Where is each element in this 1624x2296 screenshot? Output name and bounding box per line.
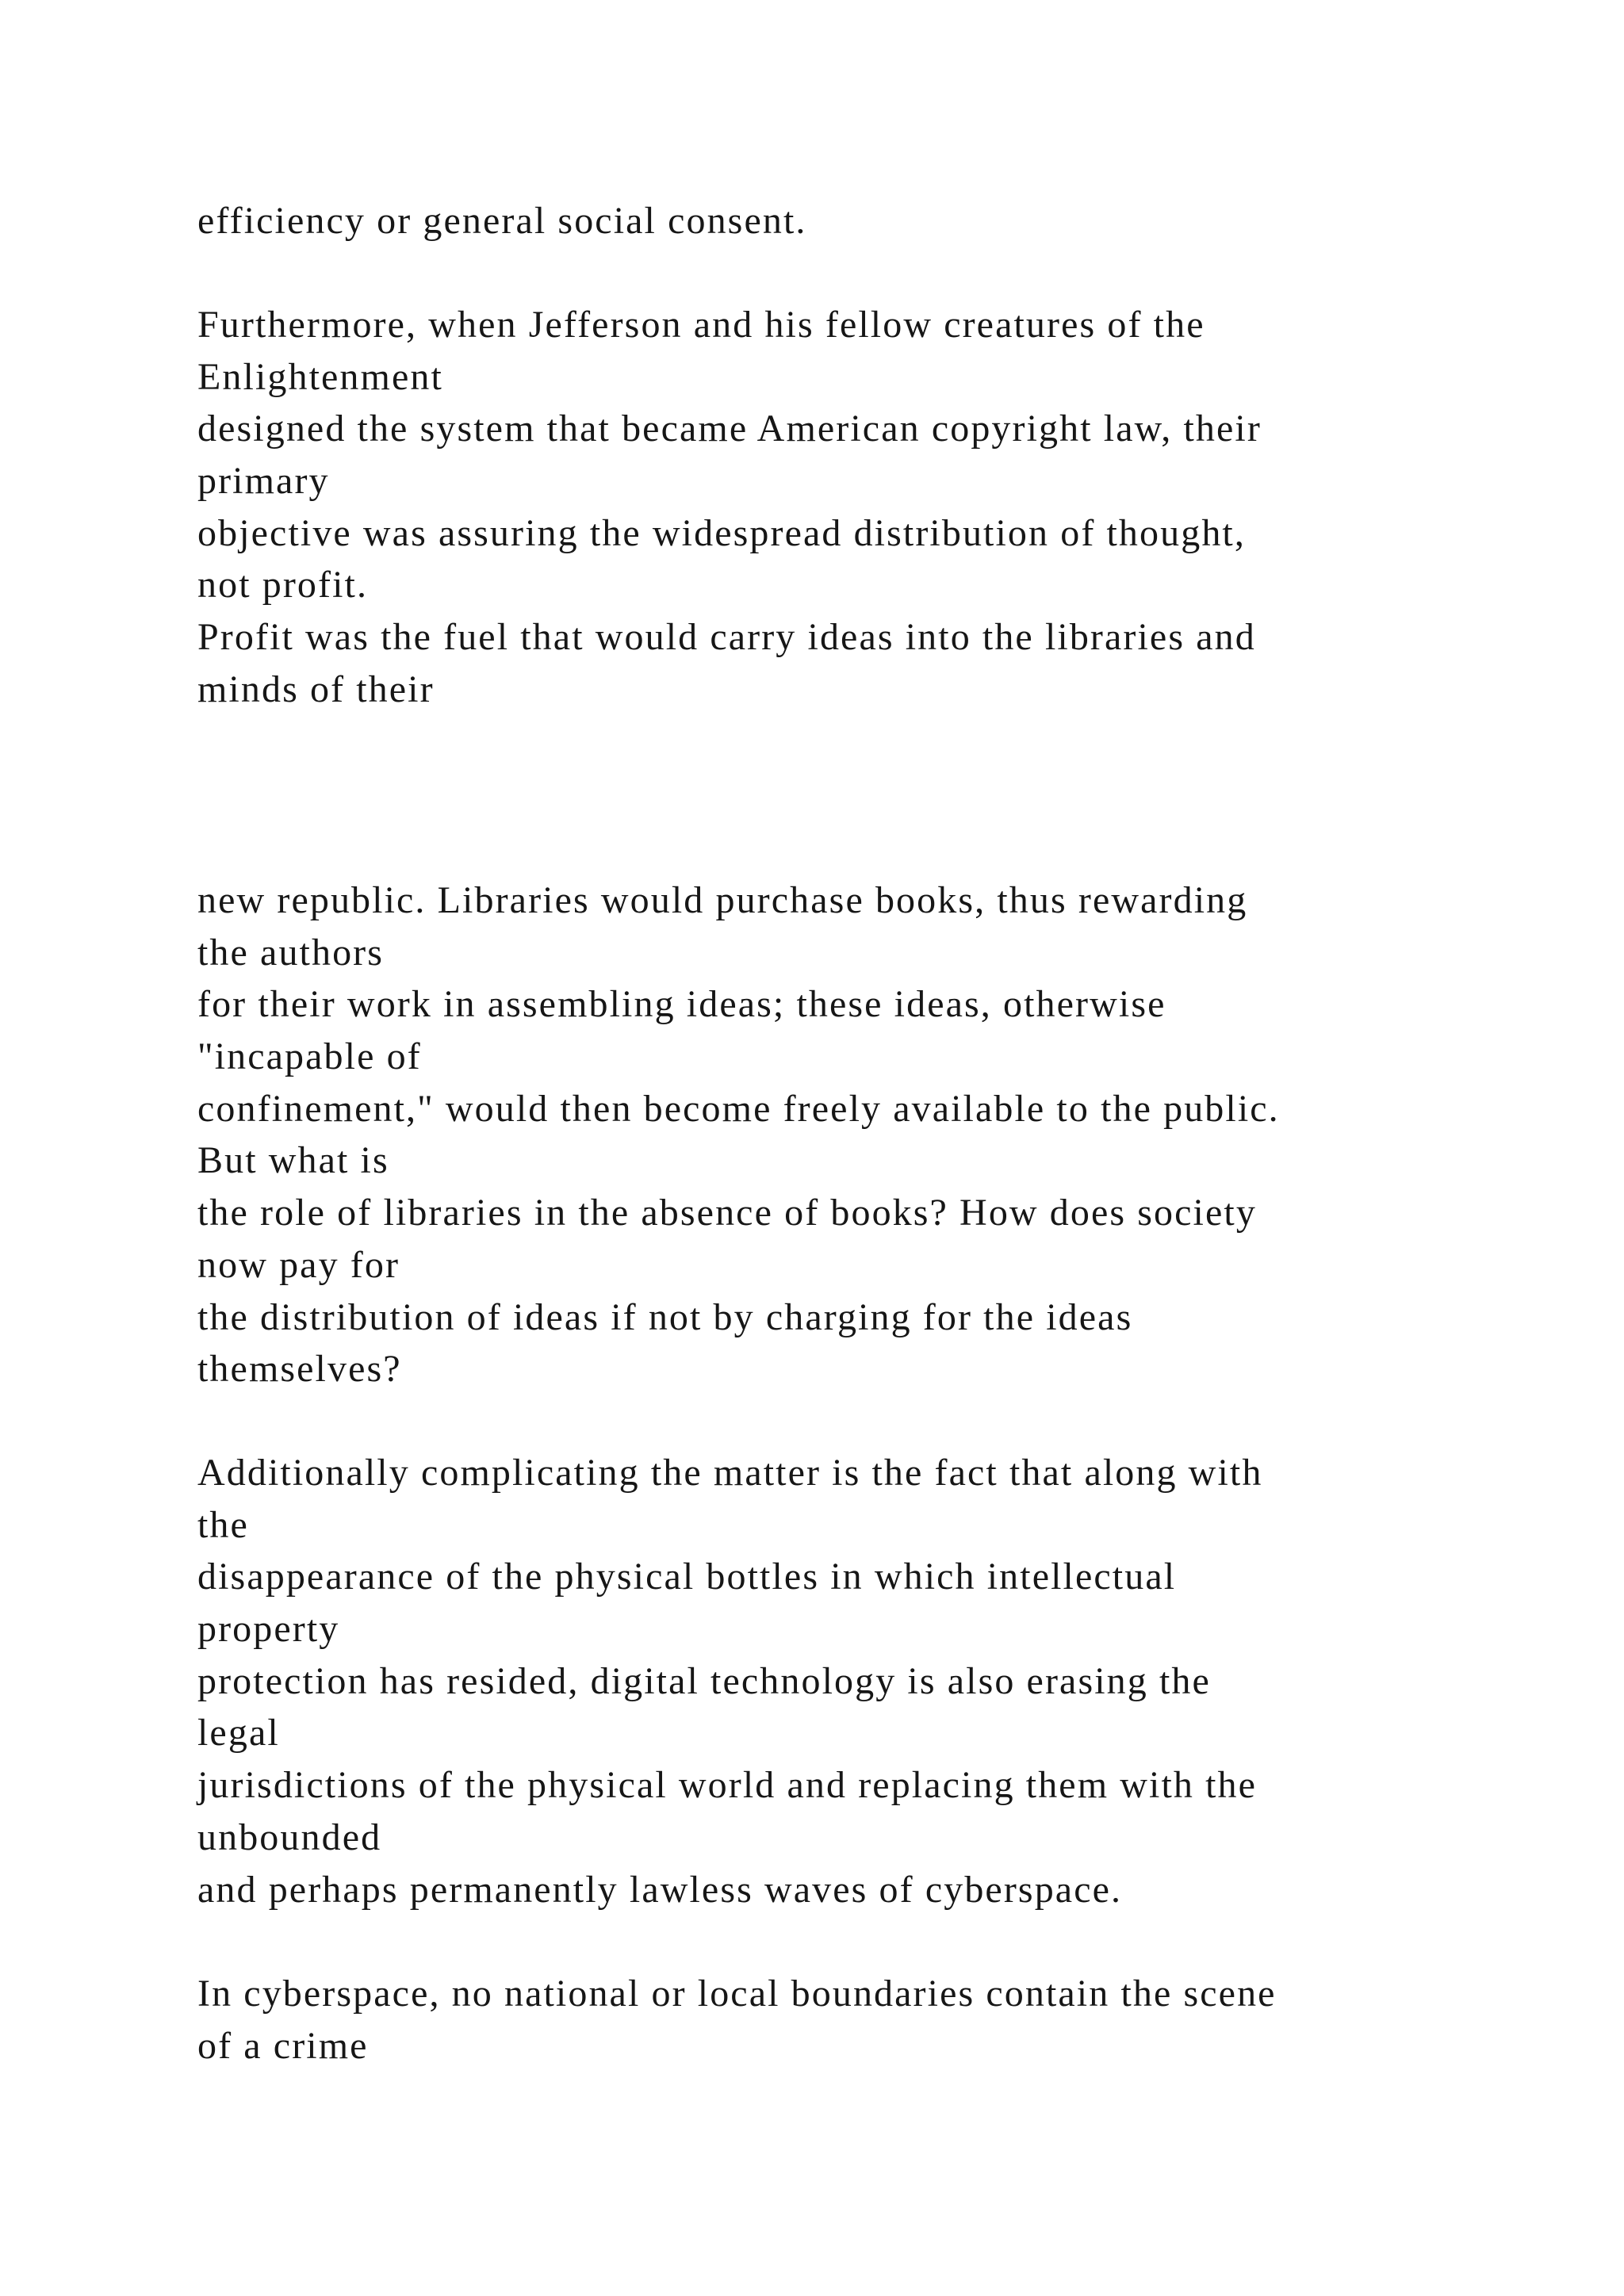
- text-line: for their work in assembling ideas; these ideas, otherwise: [197, 983, 1166, 1026]
- text-line: legal: [197, 1712, 280, 1755]
- text-line: the distribution of ideas if not by charging for the ideas: [197, 1295, 1133, 1338]
- text-line: the: [197, 1503, 249, 1546]
- text-line: efficiency or general social consent.: [197, 200, 807, 242]
- text-line: Furthermore, when Jefferson and his fellow creatures of the: [197, 304, 1205, 346]
- paragraph-fragment-efficiency: [197, 195, 1466, 247]
- text-line: jurisdictions of the physical world and replacing them with the: [197, 1764, 1258, 1807]
- text-line: now pay for: [197, 1243, 400, 1286]
- text-line: "incapable of: [197, 1035, 422, 1078]
- text-line: property: [197, 1608, 340, 1651]
- text-line: the authors: [197, 931, 385, 974]
- text-line: new republic. Libraries would purchase books, thus rewarding: [197, 879, 1248, 921]
- paragraph-jefferson-enlightenment: [197, 299, 1466, 716]
- text-line: But what is: [197, 1139, 389, 1182]
- text-line: disappearance of the physical bottles in which intellectual: [197, 1556, 1177, 1598]
- text-line: Additionally complicating the matter is the fact that along with: [197, 1452, 1263, 1494]
- text-line: Enlightenment: [197, 355, 443, 398]
- text-line: confinement," would then become freely available to the public.: [197, 1087, 1280, 1130]
- text-line: protection has resided, digital technology is also erasing the: [197, 1659, 1211, 1702]
- text-line: designed the system that became American copyright law, their: [197, 408, 1262, 450]
- text-line: unbounded: [197, 1816, 382, 1858]
- text-line: themselves?: [197, 1348, 402, 1391]
- text-line: primary: [197, 460, 330, 503]
- paragraph-libraries-republic: [197, 874, 1466, 1395]
- text-line: Profit was the fuel that would carry ideas into the libraries and: [197, 616, 1256, 659]
- text-line: the role of libraries in the absence of books? How does society: [197, 1192, 1257, 1234]
- text-line: In cyberspace, no national or local boundaries contain the scene: [197, 1973, 1277, 2015]
- paragraph-cyberspace-crime: [197, 1968, 1466, 2072]
- text-line: objective was assuring the widespread distribution of thought,: [197, 511, 1246, 554]
- text-line: and perhaps permanently lawless waves of cyberspace.: [197, 1868, 1123, 1911]
- text-line: minds of their: [197, 668, 435, 710]
- paragraph-digital-jurisdictions: [197, 1447, 1466, 1915]
- text-line: of a crime: [197, 2024, 369, 2067]
- text-line: not profit.: [197, 564, 369, 607]
